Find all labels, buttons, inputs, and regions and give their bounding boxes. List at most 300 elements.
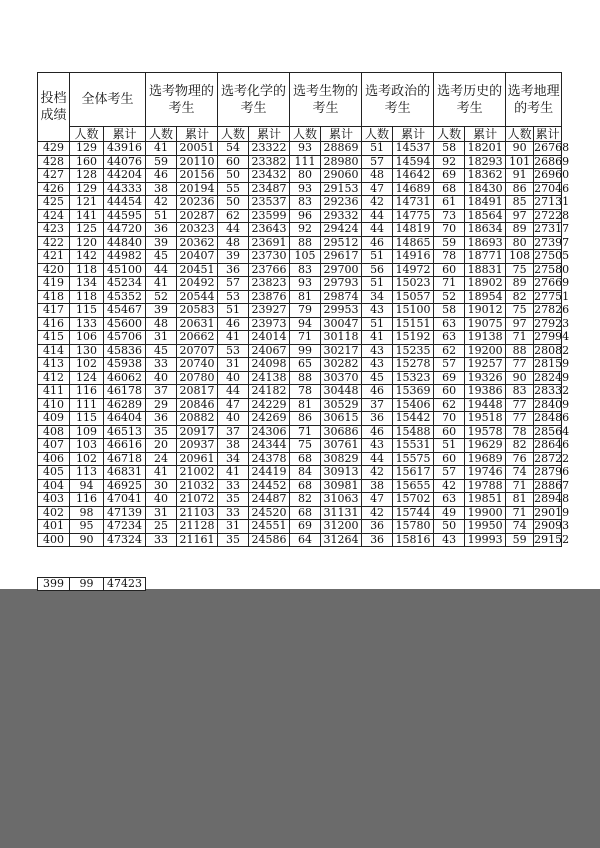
count-cell: 52 bbox=[434, 290, 465, 304]
score-cell: 408 bbox=[38, 425, 70, 439]
score-cell: 399 bbox=[38, 578, 70, 591]
count-cell: 36 bbox=[146, 412, 177, 426]
subheader-count: 人数 bbox=[434, 127, 465, 142]
score-cell: 422 bbox=[38, 236, 70, 250]
cumulative-cell: 31131 bbox=[321, 506, 362, 520]
cumulative-cell: 20817 bbox=[177, 385, 218, 399]
subheader-cumulative: 累计 bbox=[465, 127, 506, 142]
score-cell: 414 bbox=[38, 344, 70, 358]
cumulative-cell: 30761 bbox=[321, 439, 362, 453]
score-cell: 426 bbox=[38, 182, 70, 196]
cumulative-cell: 29152 bbox=[534, 532, 570, 546]
cumulative-cell: 44454 bbox=[104, 196, 146, 210]
cumulative-cell: 20961 bbox=[177, 452, 218, 466]
count-cell: 80 bbox=[506, 236, 534, 250]
count-cell: 41 bbox=[218, 466, 249, 480]
cumulative-cell: 18693 bbox=[465, 236, 506, 250]
cumulative-cell: 19851 bbox=[465, 493, 506, 507]
count-cell: 88 bbox=[290, 371, 321, 385]
count-cell: 41 bbox=[146, 277, 177, 291]
count-cell: 44 bbox=[362, 209, 393, 223]
cumulative-cell: 15023 bbox=[393, 277, 434, 291]
cumulative-cell: 15369 bbox=[393, 385, 434, 399]
table-row bbox=[38, 236, 562, 250]
cumulative-cell: 18831 bbox=[465, 263, 506, 277]
cumulative-cell: 30282 bbox=[321, 358, 362, 372]
cumulative-cell: 28159 bbox=[534, 357, 570, 371]
count-cell: 50 bbox=[218, 169, 249, 183]
subheader-count: 人数 bbox=[146, 127, 177, 142]
count-cell: 43 bbox=[434, 533, 465, 547]
cumulative-cell: 44333 bbox=[104, 182, 146, 196]
cumulative-cell: 14537 bbox=[393, 142, 434, 156]
cumulative-cell: 15151 bbox=[393, 317, 434, 331]
cumulative-cell: 15780 bbox=[393, 520, 434, 534]
count-cell: 43 bbox=[362, 358, 393, 372]
cumulative-cell: 19326 bbox=[465, 371, 506, 385]
cumulative-cell: 21072 bbox=[177, 493, 218, 507]
count-cell: 62 bbox=[218, 209, 249, 223]
cumulative-cell: 27751 bbox=[534, 289, 570, 303]
score-cell: 411 bbox=[38, 385, 70, 399]
count-cell: 41 bbox=[146, 466, 177, 480]
count-cell: 34 bbox=[362, 290, 393, 304]
cumulative-cell: 23599 bbox=[249, 209, 290, 223]
cumulative-cell: 45352 bbox=[104, 290, 146, 304]
count-cell: 40 bbox=[218, 371, 249, 385]
cumulative-cell: 47139 bbox=[104, 506, 146, 520]
cumulative-cell: 27317 bbox=[534, 222, 570, 236]
cumulative-cell: 45467 bbox=[104, 304, 146, 318]
count-cell: 47 bbox=[362, 493, 393, 507]
cumulative-cell: 20937 bbox=[177, 439, 218, 453]
table-row bbox=[38, 196, 562, 210]
count-cell: 61 bbox=[434, 196, 465, 210]
count-cell: 78 bbox=[434, 250, 465, 264]
cumulative-cell: 20362 bbox=[177, 236, 218, 250]
count-cell: 56 bbox=[362, 263, 393, 277]
cumulative-cell: 45706 bbox=[104, 331, 146, 345]
cumulative-cell: 21128 bbox=[177, 520, 218, 534]
score-cell: 405 bbox=[38, 466, 70, 480]
cumulative-cell: 20740 bbox=[177, 358, 218, 372]
count-cell: 108 bbox=[506, 250, 534, 264]
count-cell: 78 bbox=[290, 385, 321, 399]
cumulative-cell: 20846 bbox=[177, 398, 218, 412]
count-cell: 82 bbox=[290, 493, 321, 507]
cumulative-cell: 20583 bbox=[177, 304, 218, 318]
cumulative-cell: 14731 bbox=[393, 196, 434, 210]
count-cell: 58 bbox=[434, 142, 465, 156]
cumulative-cell: 15617 bbox=[393, 466, 434, 480]
count-cell: 60 bbox=[218, 155, 249, 169]
subheader-cumulative: 累计 bbox=[321, 127, 362, 142]
score-cell: 421 bbox=[38, 250, 70, 264]
count-cell: 97 bbox=[506, 209, 534, 223]
cumulative-cell: 20287 bbox=[177, 209, 218, 223]
cumulative-cell: 28867 bbox=[534, 478, 570, 492]
table-row bbox=[38, 398, 562, 412]
score-cell: 419 bbox=[38, 277, 70, 291]
cumulative-cell: 47324 bbox=[104, 533, 146, 547]
cumulative-cell: 29793 bbox=[321, 277, 362, 291]
cumulative-cell: 27994 bbox=[534, 330, 570, 344]
count-cell: 81 bbox=[290, 290, 321, 304]
cumulative-cell: 15406 bbox=[393, 398, 434, 412]
count-cell: 51 bbox=[146, 209, 177, 223]
cumulative-cell: 24378 bbox=[249, 452, 290, 466]
count-cell: 31 bbox=[218, 520, 249, 534]
cumulative-cell: 24419 bbox=[249, 466, 290, 480]
count-cell: 70 bbox=[434, 412, 465, 426]
count-cell: 35 bbox=[146, 425, 177, 439]
count-cell: 88 bbox=[506, 344, 534, 358]
cumulative-cell: 24487 bbox=[249, 493, 290, 507]
cumulative-cell: 18201 bbox=[465, 142, 506, 156]
cumulative-cell: 15655 bbox=[393, 479, 434, 493]
cumulative-cell: 18293 bbox=[465, 155, 506, 169]
count-cell: 49 bbox=[434, 506, 465, 520]
cumulative-cell: 29874 bbox=[321, 290, 362, 304]
count-cell: 82 bbox=[506, 290, 534, 304]
score-cell: 429 bbox=[38, 142, 70, 156]
cumulative-cell: 29617 bbox=[321, 250, 362, 264]
count-cell: 78 bbox=[506, 425, 534, 439]
header-politics: 选考政治的考生 bbox=[362, 73, 434, 127]
count-cell: 34 bbox=[218, 452, 249, 466]
count-cell: 51 bbox=[362, 142, 393, 156]
count-cell: 42 bbox=[146, 196, 177, 210]
cumulative-cell: 23322 bbox=[249, 142, 290, 156]
count-cell: 59 bbox=[506, 533, 534, 547]
table-row bbox=[38, 412, 562, 426]
cumulative-cell: 20544 bbox=[177, 290, 218, 304]
count-cell: 129 bbox=[70, 182, 104, 196]
count-cell: 113 bbox=[70, 466, 104, 480]
cumulative-cell: 30615 bbox=[321, 412, 362, 426]
count-cell: 71 bbox=[506, 479, 534, 493]
cumulative-cell: 28980 bbox=[321, 155, 362, 169]
cumulative-cell: 45234 bbox=[104, 277, 146, 291]
count-cell: 38 bbox=[362, 479, 393, 493]
count-cell: 58 bbox=[434, 304, 465, 318]
cumulative-cell: 43916 bbox=[104, 142, 146, 156]
cumulative-cell: 20051 bbox=[177, 142, 218, 156]
score-cell: 413 bbox=[38, 358, 70, 372]
cumulative-cell: 24520 bbox=[249, 506, 290, 520]
cumulative-cell: 44840 bbox=[104, 236, 146, 250]
table-row bbox=[38, 493, 562, 507]
count-cell: 68 bbox=[434, 182, 465, 196]
count-cell: 86 bbox=[506, 182, 534, 196]
count-cell: 51 bbox=[362, 250, 393, 264]
cumulative-cell: 27228 bbox=[534, 208, 570, 222]
cumulative-cell: 45600 bbox=[104, 317, 146, 331]
table-row bbox=[38, 452, 562, 466]
cumulative-cell: 45938 bbox=[104, 358, 146, 372]
cumulative-cell: 29153 bbox=[321, 182, 362, 196]
count-cell: 47 bbox=[362, 182, 393, 196]
count-cell: 69 bbox=[290, 520, 321, 534]
count-cell: 57 bbox=[218, 277, 249, 291]
cumulative-cell: 24269 bbox=[249, 412, 290, 426]
count-cell: 31 bbox=[146, 331, 177, 345]
cumulative-cell: 28332 bbox=[534, 384, 570, 398]
cumulative-cell: 23876 bbox=[249, 290, 290, 304]
count-cell: 124 bbox=[70, 371, 104, 385]
count-cell: 24 bbox=[146, 452, 177, 466]
cumulative-cell: 28564 bbox=[534, 424, 570, 438]
count-cell: 71 bbox=[506, 331, 534, 345]
cumulative-cell: 30981 bbox=[321, 479, 362, 493]
count-cell: 36 bbox=[362, 520, 393, 534]
cumulative-cell: 44720 bbox=[104, 223, 146, 237]
table-row bbox=[38, 520, 562, 534]
cumulative-cell: 24306 bbox=[249, 425, 290, 439]
count-cell: 41 bbox=[362, 331, 393, 345]
count-cell: 39 bbox=[146, 236, 177, 250]
cumulative-cell: 23823 bbox=[249, 277, 290, 291]
cumulative-cell: 18564 bbox=[465, 209, 506, 223]
cumulative-cell: 18771 bbox=[465, 250, 506, 264]
count-cell: 41 bbox=[146, 142, 177, 156]
cumulative-cell: 21002 bbox=[177, 466, 218, 480]
cumulative-cell: 19950 bbox=[465, 520, 506, 534]
cumulative-cell: 28796 bbox=[534, 465, 570, 479]
count-cell: 94 bbox=[70, 479, 104, 493]
cumulative-cell: 20451 bbox=[177, 263, 218, 277]
cumulative-cell: 27505 bbox=[534, 249, 570, 263]
cumulative-cell: 15057 bbox=[393, 290, 434, 304]
header-chemistry: 选考化学的考生 bbox=[218, 73, 290, 127]
count-cell: 96 bbox=[290, 209, 321, 223]
partial-row-table bbox=[37, 577, 146, 591]
cumulative-cell: 15488 bbox=[393, 425, 434, 439]
cumulative-cell: 26869 bbox=[534, 154, 570, 168]
count-cell: 93 bbox=[290, 277, 321, 291]
table-row bbox=[38, 209, 562, 223]
count-cell: 50 bbox=[218, 196, 249, 210]
cumulative-cell: 14865 bbox=[393, 236, 434, 250]
cumulative-cell: 30217 bbox=[321, 344, 362, 358]
count-cell: 74 bbox=[506, 520, 534, 534]
count-cell: 160 bbox=[70, 155, 104, 169]
cumulative-cell: 20492 bbox=[177, 277, 218, 291]
table-row bbox=[38, 331, 562, 345]
cumulative-cell: 24551 bbox=[249, 520, 290, 534]
count-cell: 60 bbox=[434, 385, 465, 399]
cumulative-cell: 20110 bbox=[177, 155, 218, 169]
cumulative-cell: 47041 bbox=[104, 493, 146, 507]
subheader-count: 人数 bbox=[218, 127, 249, 142]
cumulative-cell: 19012 bbox=[465, 304, 506, 318]
count-cell: 37 bbox=[146, 385, 177, 399]
cumulative-cell: 24229 bbox=[249, 398, 290, 412]
cumulative-cell: 24138 bbox=[249, 371, 290, 385]
cumulative-cell: 18362 bbox=[465, 169, 506, 183]
cumulative-cell: 46178 bbox=[104, 385, 146, 399]
table-row bbox=[38, 250, 562, 264]
count-cell: 59 bbox=[146, 155, 177, 169]
table-row bbox=[38, 182, 562, 196]
count-cell: 92 bbox=[434, 155, 465, 169]
cumulative-cell: 14972 bbox=[393, 263, 434, 277]
cumulative-cell: 15531 bbox=[393, 439, 434, 453]
count-cell: 129 bbox=[70, 142, 104, 156]
cumulative-cell: 14916 bbox=[393, 250, 434, 264]
cumulative-cell: 24014 bbox=[249, 331, 290, 345]
subheader-count: 人数 bbox=[290, 127, 321, 142]
cumulative-cell: 18430 bbox=[465, 182, 506, 196]
count-cell: 142 bbox=[70, 250, 104, 264]
cumulative-cell: 45836 bbox=[104, 344, 146, 358]
count-cell: 45 bbox=[362, 371, 393, 385]
cumulative-cell: 20407 bbox=[177, 250, 218, 264]
count-cell: 51 bbox=[434, 439, 465, 453]
table-row bbox=[38, 290, 562, 304]
count-cell: 91 bbox=[506, 169, 534, 183]
cumulative-cell: 20707 bbox=[177, 344, 218, 358]
count-cell: 44 bbox=[218, 385, 249, 399]
count-cell: 69 bbox=[434, 169, 465, 183]
count-cell: 75 bbox=[290, 439, 321, 453]
count-cell: 36 bbox=[218, 263, 249, 277]
score-cell: 412 bbox=[38, 371, 70, 385]
cumulative-cell: 27131 bbox=[534, 195, 570, 209]
cumulative-cell: 21032 bbox=[177, 479, 218, 493]
table-row bbox=[38, 304, 562, 318]
count-cell: 57 bbox=[434, 358, 465, 372]
count-cell: 44 bbox=[362, 223, 393, 237]
cumulative-cell: 20780 bbox=[177, 371, 218, 385]
count-cell: 35 bbox=[218, 533, 249, 547]
cumulative-cell: 19257 bbox=[465, 358, 506, 372]
cumulative-cell: 29700 bbox=[321, 263, 362, 277]
count-cell: 99 bbox=[290, 344, 321, 358]
count-cell: 33 bbox=[218, 506, 249, 520]
count-cell: 62 bbox=[434, 398, 465, 412]
cumulative-cell: 29953 bbox=[321, 304, 362, 318]
cumulative-cell: 23537 bbox=[249, 196, 290, 210]
cumulative-cell: 29093 bbox=[534, 519, 570, 533]
count-cell: 95 bbox=[70, 520, 104, 534]
count-cell: 36 bbox=[362, 412, 393, 426]
header-history: 选考历史的考生 bbox=[434, 73, 506, 127]
table-row bbox=[38, 277, 562, 291]
count-cell: 71 bbox=[506, 506, 534, 520]
count-cell: 89 bbox=[506, 223, 534, 237]
cumulative-cell: 44982 bbox=[104, 250, 146, 264]
score-table bbox=[37, 72, 570, 547]
table-row bbox=[38, 466, 562, 480]
cumulative-cell: 15192 bbox=[393, 331, 434, 345]
count-cell: 63 bbox=[434, 331, 465, 345]
count-cell: 46 bbox=[362, 425, 393, 439]
cumulative-cell: 14594 bbox=[393, 155, 434, 169]
count-cell: 42 bbox=[362, 466, 393, 480]
count-cell: 62 bbox=[434, 344, 465, 358]
count-cell: 40 bbox=[146, 493, 177, 507]
subheader-cumulative: 累计 bbox=[535, 127, 560, 141]
cumulative-cell: 30829 bbox=[321, 452, 362, 466]
count-cell: 55 bbox=[218, 182, 249, 196]
count-cell: 43 bbox=[362, 439, 393, 453]
count-cell: 71 bbox=[434, 277, 465, 291]
cumulative-cell: 24586 bbox=[249, 533, 290, 547]
cumulative-cell: 28948 bbox=[534, 492, 570, 506]
cumulative-cell: 18491 bbox=[465, 196, 506, 210]
score-cell: 425 bbox=[38, 196, 70, 210]
count-cell: 70 bbox=[434, 223, 465, 237]
score-cell: 427 bbox=[38, 169, 70, 183]
table-row bbox=[38, 371, 562, 385]
cumulative-cell: 24452 bbox=[249, 479, 290, 493]
header-all: 全体考生 bbox=[70, 73, 146, 127]
header-biology: 选考生物的考生 bbox=[290, 73, 362, 127]
count-cell: 120 bbox=[70, 236, 104, 250]
count-cell: 103 bbox=[70, 439, 104, 453]
count-cell: 83 bbox=[290, 196, 321, 210]
cumulative-cell: 15575 bbox=[393, 452, 434, 466]
cumulative-cell: 46831 bbox=[104, 466, 146, 480]
count-cell: 64 bbox=[290, 533, 321, 547]
score-cell: 420 bbox=[38, 263, 70, 277]
cumulative-cell: 19629 bbox=[465, 439, 506, 453]
count-cell: 74 bbox=[506, 466, 534, 480]
score-cell: 409 bbox=[38, 412, 70, 426]
count-cell: 33 bbox=[218, 479, 249, 493]
cumulative-cell: 31264 bbox=[321, 533, 362, 547]
subheader-cumulative: 累计 bbox=[393, 127, 434, 142]
count-cell: 90 bbox=[70, 533, 104, 547]
cumulative-cell: 18954 bbox=[465, 290, 506, 304]
cumulative-cell: 23730 bbox=[249, 250, 290, 264]
count-cell: 39 bbox=[218, 250, 249, 264]
count-cell: 79 bbox=[290, 304, 321, 318]
count-cell: 51 bbox=[362, 277, 393, 291]
cumulative-cell: 19138 bbox=[465, 331, 506, 345]
cumulative-cell: 23382 bbox=[249, 155, 290, 169]
cumulative-cell: 28486 bbox=[534, 411, 570, 425]
cumulative-cell: 20194 bbox=[177, 182, 218, 196]
cumulative-cell: 46513 bbox=[104, 425, 146, 439]
count-cell: 60 bbox=[434, 425, 465, 439]
count-cell: 38 bbox=[146, 182, 177, 196]
count-cell: 105 bbox=[290, 250, 321, 264]
cumulative-cell: 20631 bbox=[177, 317, 218, 331]
count-cell: 42 bbox=[362, 196, 393, 210]
cumulative-cell: 44204 bbox=[104, 169, 146, 183]
table-row bbox=[38, 317, 562, 331]
cumulative-cell: 24344 bbox=[249, 439, 290, 453]
cumulative-cell: 31063 bbox=[321, 493, 362, 507]
count-cell: 59 bbox=[434, 236, 465, 250]
cumulative-cell: 30529 bbox=[321, 398, 362, 412]
cumulative-cell: 19578 bbox=[465, 425, 506, 439]
count-cell: 109 bbox=[70, 425, 104, 439]
cumulative-cell: 23691 bbox=[249, 236, 290, 250]
cumulative-cell: 15323 bbox=[393, 371, 434, 385]
score-table-container bbox=[37, 72, 570, 547]
subheader-cumulative: 累计 bbox=[177, 127, 218, 142]
count-cell: 73 bbox=[434, 209, 465, 223]
cumulative-cell: 27397 bbox=[534, 235, 570, 249]
cumulative-cell: 46289 bbox=[104, 398, 146, 412]
score-cell: 401 bbox=[38, 520, 70, 534]
cumulative-cell: 46718 bbox=[104, 452, 146, 466]
count-cell: 52 bbox=[146, 290, 177, 304]
cumulative-cell: 19788 bbox=[465, 479, 506, 493]
